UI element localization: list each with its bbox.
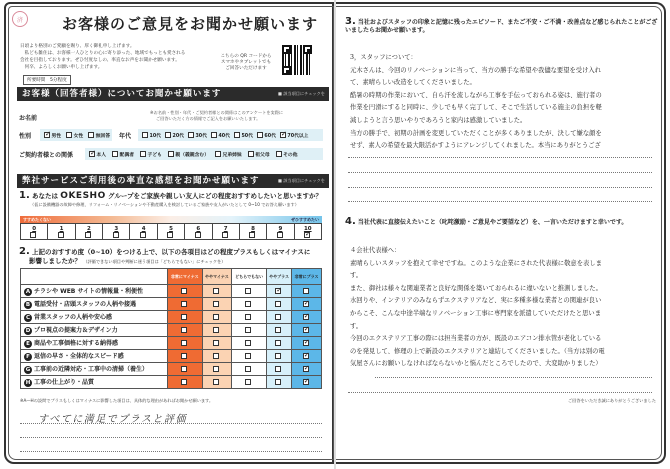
rating-cell[interactable]: [202, 285, 232, 298]
checkbox[interactable]: [303, 288, 309, 294]
letter-badge-icon: G: [25, 366, 31, 373]
relation-option[interactable]: [248, 151, 270, 158]
qr-caption-line: こちらの QR コードから: [220, 54, 272, 59]
q1-title-post: グループをご家族や親しい友人にどの程度おすすめしたいと思いますか？: [108, 192, 323, 200]
q2-rating-table: [20, 268, 322, 389]
item-label: [21, 298, 168, 311]
checkbox[interactable]: [257, 132, 263, 138]
rating-cell[interactable]: [292, 337, 322, 350]
q1-title: [19, 190, 322, 201]
relation-option-self[interactable]: [89, 151, 106, 158]
checkbox[interactable]: [275, 379, 281, 385]
qr-finder-icon: [303, 45, 312, 54]
answer-line-text: 今回のエクステリア工事の際には担当業者の方が、既設のエアコン排水管が老化している: [350, 335, 602, 343]
item-text: 工事の仕上がり・品質: [34, 379, 95, 387]
received-stamp: 済: [12, 11, 28, 27]
table-row: [21, 350, 322, 363]
age-label: 年代: [119, 133, 132, 140]
scale-value: 0: [32, 225, 37, 232]
checkbox[interactable]: [167, 232, 173, 238]
answer-line-text: ４会社代表様へ：: [350, 247, 401, 254]
question-number: 4.: [345, 216, 356, 227]
item-label: [21, 311, 168, 324]
page-spine: [334, 0, 336, 469]
checkbox[interactable]: [213, 340, 219, 346]
checkbox[interactable]: [280, 132, 286, 138]
scale-value: 6: [196, 225, 201, 232]
checkbox[interactable]: [245, 340, 251, 346]
checkbox[interactable]: [140, 232, 146, 238]
checkbox[interactable]: [213, 301, 219, 307]
letter-badge-icon: F: [24, 353, 32, 361]
rating-cell[interactable]: [168, 298, 203, 311]
letter-badge-icon: D: [25, 327, 31, 334]
option-label: 10代: [149, 133, 161, 139]
checkbox[interactable]: [89, 151, 95, 157]
checkbox[interactable]: [275, 353, 281, 359]
scale-option[interactable]: [21, 224, 47, 239]
rating-cell[interactable]: [267, 376, 292, 389]
rating-cell[interactable]: [267, 298, 292, 311]
rating-cell[interactable]: [267, 311, 292, 324]
rating-cell[interactable]: [232, 337, 267, 350]
scale-value: 4: [141, 225, 146, 232]
name-note: [150, 110, 283, 121]
scale-value: 10: [303, 225, 312, 232]
scale-option[interactable]: [75, 224, 102, 239]
intro-text: [20, 43, 205, 71]
relation-option[interactable]: [140, 151, 162, 158]
answer-line-text: また、御社は様々な関連業者と良好な関係を築いておられるに違いないと推測しました。: [350, 284, 602, 292]
item-text: 工事前の近隣対応・工事中の清掃（養生）: [34, 366, 149, 374]
rating-cell[interactable]: [232, 298, 267, 311]
relation-label: ご契約者様との関係: [19, 152, 74, 159]
question-number: 1.: [19, 190, 30, 201]
q1-title-pre: あなたは: [32, 192, 59, 200]
scale-value: 1: [59, 225, 64, 232]
item-text: 商品や工事価格に対する納得感: [34, 340, 119, 348]
note-line: ご回答いただく方の情報でご記入をお願いいたします。: [156, 115, 261, 121]
age-option[interactable]: [165, 132, 184, 139]
gender-option-female[interactable]: [66, 132, 83, 139]
age-option[interactable]: [257, 132, 276, 139]
checkbox[interactable]: [140, 151, 146, 157]
item-text: チラシや WEB サイトの情報量・利便性: [34, 288, 144, 296]
checkbox[interactable]: [213, 327, 219, 333]
checkbox[interactable]: [275, 314, 281, 320]
gender-option-male[interactable]: [44, 132, 61, 139]
scale-option[interactable]: [102, 224, 129, 239]
checkbox[interactable]: [213, 379, 219, 385]
rating-cell[interactable]: [292, 350, 322, 363]
checkbox[interactable]: [245, 288, 251, 294]
q2-title-line: 影響しましたか？: [29, 256, 81, 265]
answer-line-text: す。: [350, 322, 363, 330]
option-label: 20代: [172, 133, 184, 139]
scale-value: 5: [169, 225, 173, 232]
answer-line: [375, 377, 652, 378]
scale-value: 3: [114, 225, 119, 232]
checkbox[interactable]: [142, 132, 148, 138]
answer-line: [348, 392, 652, 393]
rating-cell[interactable]: [168, 363, 203, 376]
q2-reason-note: ※A―Hの設問でプラスもしくはマイナスに影響した項目は、具体的な理由があればお聞かせ願います。: [20, 398, 214, 403]
col-slightly-positive: ややプラス: [267, 269, 292, 285]
age-option-70-plus[interactable]: [280, 132, 309, 139]
option-label: 男性: [51, 133, 62, 139]
question-number: 3.: [345, 16, 356, 27]
answer-line-text: 元木さんは、今回のリノベーションに当って、当方の勝手な希望や我儘な要望を受け入れ: [350, 66, 601, 74]
rating-cell[interactable]: [232, 376, 267, 389]
age-option[interactable]: [188, 132, 207, 139]
age-option[interactable]: [211, 132, 230, 139]
option-label: 親（義親含む）: [175, 152, 210, 158]
col-neutral: どちらでもない: [232, 269, 267, 285]
checkbox[interactable]: [303, 379, 309, 385]
answer-line-text: 減しようと言う思いやりであろうと家内は感激していました。: [350, 116, 527, 124]
service-section-header: [17, 174, 329, 188]
checkbox[interactable]: [211, 132, 217, 138]
q3-answer[interactable]: [350, 52, 650, 153]
section-title: 弊社サービスご利用後の率直な感想をお聞かせ願います: [22, 176, 260, 186]
checkbox[interactable]: [303, 353, 309, 359]
option-label: 40代: [218, 133, 230, 139]
item-label: [21, 324, 168, 337]
checkbox[interactable]: [58, 232, 64, 238]
gender-option-none[interactable]: [88, 132, 110, 139]
rating-cell[interactable]: [202, 324, 232, 337]
gender-options: [40, 129, 112, 141]
qr-caption-line: ご回答いただけます: [225, 66, 267, 71]
scale-high-label: ぜひすすめたい: [290, 217, 319, 222]
recommend-scale: [20, 223, 322, 240]
scale-option[interactable]: [212, 224, 239, 239]
letter-badge-icon: C: [25, 314, 31, 321]
qr-caption-line: スマホやタブレットでも: [220, 60, 272, 65]
scale-value: 8: [251, 225, 255, 232]
rating-cell[interactable]: [292, 363, 322, 376]
checkbox[interactable]: [181, 327, 187, 333]
answer-line-text: 3，スタッフについて：: [350, 54, 417, 61]
option-label: 60代: [264, 133, 276, 139]
relation-option[interactable]: [215, 151, 242, 158]
answer-line-text: て、素晴らしい改造をしてくださいました。: [350, 79, 476, 87]
col-very-negative: 非常にマイナス: [168, 269, 203, 285]
answer-line-text: 気屋さんにお願いしなければならないかと悩んだところでしたので、大変助かりました）: [350, 360, 602, 368]
checkbox[interactable]: [113, 232, 119, 238]
q3-title-text: 当社およびスタッフの印象と記憶に残ったエピソード、またご不安・ご不満・改善点など感じられたことがございましたらお聞かせ願います。: [345, 19, 658, 34]
table-row: [21, 285, 322, 298]
relation-option[interactable]: [168, 151, 209, 158]
col-very-positive: 非常にプラス: [292, 269, 322, 285]
table-row: [21, 363, 322, 376]
answer-line: [20, 437, 322, 438]
rating-cell[interactable]: [267, 337, 292, 350]
col-slightly-negative: ややマイナス: [202, 269, 232, 285]
checkbox[interactable]: [85, 232, 91, 238]
answer-line-text: のを発見して、修理の上で新設のエクステリアと連結してくださいました。（当方は別の電: [350, 347, 605, 355]
question-number: 2.: [19, 246, 30, 257]
checkbox[interactable]: [181, 301, 187, 307]
checkbox[interactable]: [181, 288, 187, 294]
checkbox[interactable]: [213, 288, 219, 294]
qr-caption: [215, 54, 277, 72]
qr-code-icon[interactable]: [282, 45, 312, 75]
rating-cell[interactable]: [202, 311, 232, 324]
intro-line: 日頃より格別のご愛顧を賜り、厚く御礼申し上げます。: [20, 44, 135, 49]
checkbox[interactable]: [277, 232, 283, 238]
scale-option[interactable]: [157, 224, 184, 239]
q1-subtitle: （仮に設備機器の故障や修理、リフォーム・リノベーションや不動産購入を検討しているご家族や友人がいたとして 0~10 でお答え願います）: [30, 202, 299, 207]
checkbox[interactable]: [188, 132, 194, 138]
answer-line: [20, 423, 322, 424]
letter-badge-icon: A: [25, 288, 31, 295]
checkbox[interactable]: [303, 327, 309, 333]
section-title: お客様（回答者様）についてお聞かせ願います: [22, 89, 222, 99]
rating-cell[interactable]: [168, 324, 203, 337]
answer-line-text: 酷暑の時期の作業において、自ら汗を流しながら工事を手伝っておられる姿は、施行者の: [350, 91, 602, 99]
item-label: [21, 285, 168, 298]
rating-cell[interactable]: [292, 311, 322, 324]
checkbox[interactable]: [303, 340, 309, 346]
age-options: [138, 129, 323, 141]
checkbox[interactable]: [245, 366, 251, 372]
rating-cell[interactable]: [232, 285, 267, 298]
answer-line: [348, 157, 652, 158]
checkbox[interactable]: [30, 232, 36, 238]
q2-handwritten-answer[interactable]: すべてに満足でプラスと評価: [38, 414, 187, 425]
option-label: 配偶者: [119, 152, 135, 158]
intro-line: 私ども雑住は、お客様一人ひとりの心に寄り添った、地域でもっとも愛される: [20, 51, 186, 56]
checkbox[interactable]: [275, 340, 281, 346]
age-option[interactable]: [234, 132, 253, 139]
checkbox[interactable]: [168, 151, 174, 157]
checkbox[interactable]: [165, 132, 171, 138]
item-text: プロ視点の提案力＆デザイン力: [34, 327, 118, 335]
checkbox[interactable]: [181, 366, 187, 372]
rating-cell[interactable]: [267, 363, 292, 376]
checkbox[interactable]: [276, 151, 282, 157]
option-label: 無回答: [95, 133, 111, 139]
answer-line-text: す。: [350, 272, 363, 280]
checkbox[interactable]: [181, 353, 187, 359]
rating-cell[interactable]: [168, 350, 203, 363]
rating-cell[interactable]: [202, 298, 232, 311]
q4-answer[interactable]: [350, 245, 650, 371]
rating-cell[interactable]: [202, 363, 232, 376]
q2-title: [19, 248, 310, 266]
checkbox[interactable]: [303, 366, 309, 372]
respondent-section-header: [17, 87, 329, 101]
checkbox[interactable]: [248, 151, 254, 157]
rating-cell[interactable]: [202, 337, 232, 350]
answer-line-text: 素晴らしいスタッフを抱えて幸せですね。このような企業にされた代表様に敬意を表しま: [350, 259, 602, 267]
scale-option[interactable]: [129, 224, 156, 239]
gender-label: 性別: [19, 133, 32, 140]
intro-line: 何卒、よろしくお願い申し上げます。: [20, 65, 103, 70]
checkbox[interactable]: [88, 132, 94, 138]
checkbox[interactable]: [249, 232, 255, 238]
item-text: 電話受付・店頭スタッフの人柄や接遇: [34, 301, 137, 309]
scale-option[interactable]: [239, 224, 266, 239]
page-title: お客様のご意見をお聞かせ願います: [62, 15, 319, 33]
rating-cell[interactable]: [168, 285, 203, 298]
check-note: ■ 該当項目にチェックを: [278, 87, 325, 101]
checkbox[interactable]: [234, 132, 240, 138]
rating-cell[interactable]: [202, 376, 232, 389]
item-header: [21, 269, 168, 285]
item-text: 営業スタッフの人柄や安心感: [34, 314, 113, 322]
q3-title: [345, 18, 663, 35]
answer-line-text: からこそ、こんな中途半端なリノベーション工事に専門家を派遣していただけたと思いま: [350, 309, 601, 317]
checkbox[interactable]: [195, 232, 201, 238]
thank-you-note: ご回答をいただき誠にありがとうございました: [568, 398, 656, 403]
option-label: 兄弟姉妹: [222, 152, 242, 158]
answer-line: [348, 172, 652, 173]
check-note: ■ 該当項目にチェックを: [278, 174, 325, 188]
item-label: [21, 376, 168, 389]
answer-line: [348, 187, 652, 188]
answer-line-text: 作業を円滑にすると同時に、少しでも早く完了して、そこで生活している施主の負担を軽: [350, 104, 602, 112]
checkbox[interactable]: [275, 301, 281, 307]
checkbox[interactable]: [213, 314, 219, 320]
option-label: 30代: [195, 133, 207, 139]
table-row: [21, 311, 322, 324]
checkbox[interactable]: [215, 151, 221, 157]
rating-cell[interactable]: [168, 311, 203, 324]
checkbox[interactable]: [275, 327, 281, 333]
relation-option[interactable]: [112, 151, 134, 158]
item-label: [21, 363, 168, 376]
table-header-row: [21, 269, 322, 285]
intro-line: 会社を目指しております。ぜひ忖度なしの、率直なお声をお聞かせ願います。: [20, 58, 180, 63]
checkbox[interactable]: [112, 151, 118, 157]
checkbox[interactable]: [44, 132, 50, 138]
relation-options: [85, 148, 323, 160]
rating-cell[interactable]: [232, 324, 267, 337]
scale-option[interactable]: [184, 224, 211, 239]
scale-low-label: すすめたくない: [23, 217, 52, 222]
rating-cell[interactable]: [168, 337, 203, 350]
option-label: 女性: [73, 133, 84, 139]
checkbox[interactable]: [245, 301, 251, 307]
answer-line: [348, 201, 652, 202]
checkbox[interactable]: [245, 314, 251, 320]
time-required-box: 所要時間 5分程度: [23, 75, 71, 85]
table-row: [21, 324, 322, 337]
scale-option[interactable]: [266, 224, 293, 239]
checkbox[interactable]: [245, 327, 251, 333]
rating-cell[interactable]: [292, 298, 322, 311]
option-label: 祖父母: [255, 152, 270, 158]
checkbox[interactable]: [213, 353, 219, 359]
name-label: お名前: [19, 115, 38, 122]
rating-cell[interactable]: [267, 285, 292, 298]
answer-line-text: 水回りや、インテリアのみならずエクステリアなど、実に多種多様な業者との関連が良い: [350, 297, 602, 305]
option-label: その他: [283, 152, 298, 158]
brand-name: OKESHO: [60, 191, 106, 201]
table-row: [21, 337, 322, 350]
rating-cell[interactable]: [168, 376, 203, 389]
letter-badge-icon: H: [25, 379, 31, 386]
option-label: 本人: [96, 152, 107, 158]
qr-finder-icon: [282, 66, 291, 75]
checkbox[interactable]: [181, 340, 187, 346]
answer-line-text: せず、素人の希望を最大限活かすようにアレンジしてくれました。本当にありがとうござ: [350, 142, 601, 150]
rating-cell[interactable]: [202, 350, 232, 363]
qr-finder-icon: [282, 45, 291, 54]
table-row: [21, 298, 322, 311]
option-label: 70代以上: [287, 133, 309, 139]
note-line: ※お名前・性別・年代・ご契約者様との関係はこのアンケートを実際に: [150, 110, 284, 115]
q2-title-line: 上記のおすすめ度（0~10）をつける上で、以下の各項目はどの程度プラスもしくはマイナスに: [32, 248, 311, 256]
item-label: [21, 337, 168, 350]
answer-line: [20, 451, 322, 452]
recommend-gradient: [20, 216, 322, 223]
rating-cell[interactable]: [232, 363, 267, 376]
rating-cell[interactable]: [292, 324, 322, 337]
rating-cell[interactable]: [292, 376, 322, 389]
checkbox[interactable]: [66, 132, 72, 138]
item-text: 返信の早さ・全体的なスピード感: [34, 353, 124, 361]
q4-title-text: 当社代表に直接伝えたいこと（叱咤激励・ご意見やご要望など）を、一言いただけますと幸いです。: [357, 219, 628, 226]
rating-cell[interactable]: [232, 311, 267, 324]
scale-value: 2: [86, 225, 91, 232]
checkbox[interactable]: [304, 232, 310, 238]
q2-subtitle: （評価できない項目や判断に迷う項目は「どちらでもない」にチェックを）: [83, 258, 226, 264]
q4-title: [345, 216, 627, 227]
option-label: 子ども: [147, 152, 162, 158]
rating-cell[interactable]: [267, 350, 292, 363]
relation-option[interactable]: [276, 151, 298, 158]
checkbox[interactable]: [303, 314, 309, 320]
letter-badge-icon: E: [24, 340, 32, 348]
option-label: 50代: [241, 133, 253, 139]
item-label: [21, 350, 168, 363]
checkbox[interactable]: [275, 288, 281, 294]
checkbox[interactable]: [275, 366, 281, 372]
checkbox[interactable]: [303, 301, 309, 307]
scale-value: 9: [278, 225, 283, 232]
checkbox[interactable]: [181, 314, 187, 320]
rating-cell[interactable]: [292, 285, 322, 298]
rating-cell[interactable]: [232, 350, 267, 363]
rating-cell[interactable]: [267, 324, 292, 337]
checkbox[interactable]: [245, 353, 251, 359]
table-row: [21, 376, 322, 389]
letter-badge-icon: B: [25, 301, 31, 308]
age-option[interactable]: [142, 132, 161, 139]
checkbox[interactable]: [181, 379, 187, 385]
answer-line-text: 当方の勝手で、初期の計画を変更していただくことが多くありましたが、決して嫌な顔を: [350, 129, 602, 137]
scale-option[interactable]: [47, 224, 74, 239]
scale-value: 7: [223, 225, 228, 232]
checkbox[interactable]: [222, 232, 228, 238]
scale-option-10[interactable]: [294, 224, 321, 239]
checkbox[interactable]: [245, 379, 251, 385]
checkbox[interactable]: [213, 366, 219, 372]
